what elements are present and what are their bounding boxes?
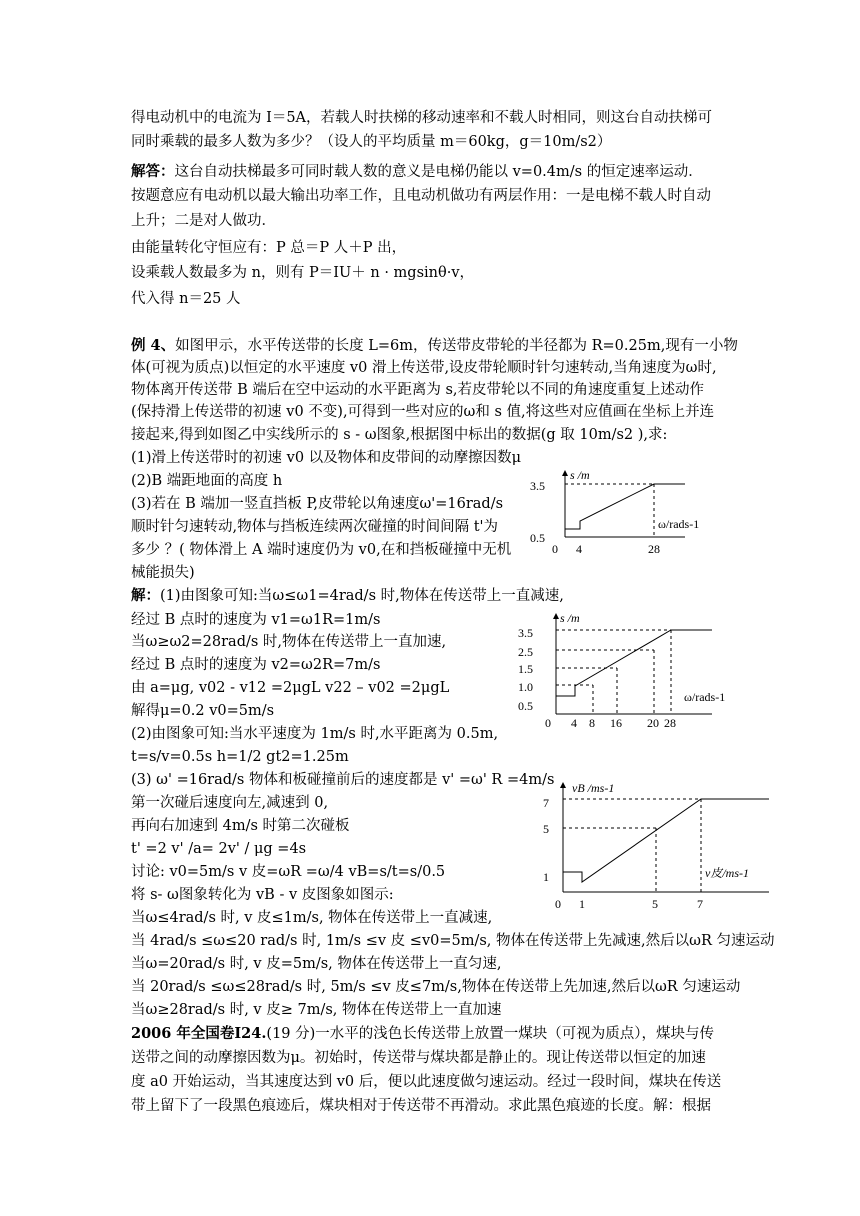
text-line: (2)B 端距地面的高度 h: [131, 473, 283, 489]
x-axis-label: ω/rads-1: [684, 690, 726, 704]
text-line: t=s/v=0.5s h=1/2 gt2=1.25m: [131, 749, 349, 765]
text-line: 当ω=20rad/s 时, v 皮=5m/s, 物体在传送带上一直匀速,: [131, 956, 502, 972]
text-line: 当ω≥ω2=28rad/s 时,物体在传送带上一直加速,: [131, 634, 447, 650]
text-line: (3)若在 B 端加一竖直挡板 P,皮带轮以角速度ω'=16rad/s: [131, 496, 504, 512]
text-line: 代入得 n＝25 人: [131, 291, 241, 307]
x-tick-label: 4: [576, 542, 582, 556]
x-tick-label: 28: [664, 716, 676, 730]
text-line: 由能量转化守恒应有：P 总＝P 人＋P 出，: [131, 240, 407, 256]
text-line: 2006 年全国卷Ⅰ24.(19 分)一水平的浅色长传送带上放置一煤块（可视为质点），煤块与传: [131, 1025, 715, 1042]
x-tick-label: 0: [545, 716, 551, 730]
text-line: 经过 B 点时的速度为 v2=ω2R=7m/s: [131, 657, 381, 673]
graph-s-omega-small: [530, 465, 740, 555]
text-line: 经过 B 点时的速度为 v1=ω1R=1m/s: [131, 612, 381, 628]
y-tick-label: 5: [543, 822, 549, 836]
exam-label: 2006 年全国卷Ⅰ24.: [131, 1025, 267, 1042]
y-axis-label: vB /ms-1: [572, 781, 615, 795]
text-line: 送带之间的动摩擦因数为μ。初始时，传送带与煤块都是静止的。现让传送带以恒定的加速: [131, 1050, 706, 1066]
text-line: 带上留下了一段黑色痕迹后，煤块相对于传送带不再滑动。求此黑色痕迹的长度。解：根据: [131, 1098, 711, 1114]
y-tick-label: 3.5: [518, 626, 533, 640]
text-line: 接起来,得到如图乙中实线所示的 s - ω图象,根据图中标出的数据(g 取 10m/s2 ),求:: [131, 427, 668, 443]
text-line: 设乘载人数最多为 n，则有 P＝IU＋ n · mgsinθ·v，: [131, 265, 475, 281]
y-tick-label: 1.5: [518, 662, 533, 676]
text-line: 由 a=μg, v02 - v12 =2μgL v22 – v02 =2μgL: [131, 680, 450, 696]
text-line: 当 20rad/s ≤ω≤28rad/s 时, 5m/s ≤v 皮≤7m/s,物体在传送带上先加速,然后以ωR 匀速运动: [131, 979, 741, 995]
text-line: 解：(1)由图象可知:当ω≤ω1=4rad/s 时,物体在传送带上一直减速,: [131, 587, 564, 604]
x-axis-label: ω/rads-1: [658, 517, 700, 531]
y-tick-label: 7: [543, 796, 549, 810]
y-tick-label: 0.5: [530, 531, 545, 545]
x-axis-label: v皮/ms-1: [705, 866, 749, 880]
text-line: 同时乘载的最多人数为多少？（设人的平均质量 m＝60kg，g＝10m/s2）: [131, 134, 612, 150]
solution-label: 解：: [131, 587, 160, 604]
text-line: 当 4rad/s ≤ω≤20 rad/s 时, 1m/s ≤v 皮 ≤v0=5m/s, 物体在传送带上先减速,然后以ωR 匀速运动: [131, 933, 775, 949]
x-tick-label: 0: [552, 542, 558, 556]
text-line: 例 4、如图甲示，水平传送带的长度 L=6m，传送带皮带轮的半径都为 R=0.25m,现有一小物: [131, 337, 738, 354]
text-line: 物体离开传送带 B 端后在空中运动的水平距离为 s,若皮带轮以不同的角速度重复上述动作: [131, 382, 705, 398]
text-line: 再向右加速到 4m/s 时第二次碰板: [131, 818, 350, 834]
y-tick-label: 1.0: [518, 680, 533, 694]
x-tick-label: 1: [579, 897, 585, 911]
text-line: 将 s- ω图象转化为 vB - v 皮图象如图示:: [131, 887, 394, 903]
x-tick-label: 28: [648, 542, 660, 556]
text-line: 第一次碰后速度向左,减速到 0,: [131, 795, 329, 811]
x-tick-label: 7: [697, 897, 703, 911]
text-line: 得电动机中的电流为 I＝5A，若载人时扶梯的移动速率和不载人时相同，则这台自动扶梯可: [131, 110, 713, 126]
text-line: 体(可视为质点)以恒定的水平速度 v0 滑上传送带,设皮带轮顺时针匀速转动,当角速度为ω时,: [131, 360, 717, 376]
y-axis-label: s /m: [560, 611, 580, 625]
text-line: 当ω≥28rad/s 时, v 皮≥ 7m/s, 物体在传送带上一直加速: [131, 1002, 502, 1018]
y-tick-label: 1: [543, 870, 549, 884]
x-tick-label: 0: [555, 897, 561, 911]
y-tick-label: 3.5: [530, 479, 545, 493]
example-label: 例 4、: [131, 337, 176, 354]
text-line: 顺时针匀速转动,物体与挡板连续两次碰撞的时间间隔 t'为: [131, 519, 499, 535]
x-tick-label: 20: [647, 716, 659, 730]
text-line: 解得μ=0.2 v0=5m/s: [131, 703, 275, 719]
x-tick-label: 4: [571, 716, 577, 730]
text-line: (保持滑上传送带的初速 v0 不变),可得到一些对应的ω和 s 值,将这些对应值画在坐标上并连: [131, 404, 715, 420]
text-line: (2)由图象可知:当水平速度为 1m/s 时,水平距离为 0.5m,: [131, 726, 499, 742]
answer-label: 解答：: [131, 163, 175, 180]
s-omega-line: [556, 630, 712, 696]
text-line: 多少 ？( 物体滑上 A 端时速度仍为 v0,在和挡板碰撞中无机: [131, 542, 512, 558]
y-axis-label: s /m: [570, 468, 590, 482]
text-line: 度 a0 开始运动，当其速度达到 v0 后，便以此速度做匀速运动。经过一段时间，煤块在传送: [131, 1074, 722, 1090]
text-line: 械能损失): [131, 565, 195, 581]
text-line: 解答：这台自动扶梯最多可同时载人数的意义是电梯仍能以 v=0.4m/s 的恒定速率运动．: [131, 163, 703, 180]
text-line: 按题意应有电动机以最大输出功率工作，且电动机做功有两层作用：一是电梯不载人时自动: [131, 188, 711, 204]
y-tick-label: 2.5: [518, 645, 533, 659]
text-line: (3) ω' =16rad/s 物体和板碰撞前后的速度都是 v' =ω' R =4m/s: [131, 772, 555, 788]
x-tick-label: 16: [610, 716, 622, 730]
graph-s-omega-detail: [512, 610, 742, 730]
x-tick-label: 8: [589, 716, 595, 730]
text-line: 上升；二是对人做功．: [131, 213, 276, 229]
y-tick-label: 0.5: [518, 699, 533, 713]
text-line: 讨论: v0=5m/s v 皮=ωR =ω/4 vB=s/t=s/0.5: [131, 864, 446, 880]
text-line: 当ω≤4rad/s 时, v 皮≤1m/s, 物体在传送带上一直减速,: [131, 910, 493, 926]
text-line: (1)滑上传送带时的初速 v0 以及物体和皮带间的动摩擦因数μ: [131, 450, 522, 466]
text-line: t' =2 v' /a= 2v' / μg =4s: [131, 841, 307, 857]
x-tick-label: 5: [652, 897, 658, 911]
graph-vb-vpi: [537, 780, 777, 915]
